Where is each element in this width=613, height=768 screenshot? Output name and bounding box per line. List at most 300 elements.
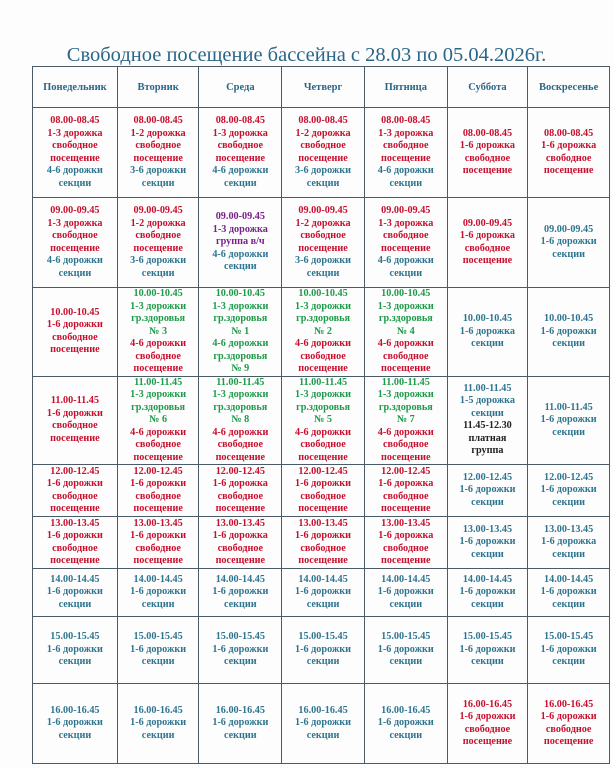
schedule-entry-line: секции bbox=[306, 656, 340, 668]
schedule-entry-line: 1-6 дорожки bbox=[295, 478, 352, 489]
schedule-entry-line: посещение bbox=[381, 152, 431, 164]
schedule-entry-line: секции bbox=[389, 267, 423, 279]
schedule-entry-line: свободное bbox=[135, 490, 181, 502]
schedule-entry-line: секции bbox=[141, 267, 175, 279]
schedule-entry-line: 1-6 дорожки bbox=[130, 478, 187, 489]
schedule-entry-line: свободное bbox=[135, 542, 181, 554]
schedule-entry-line: 08.00-08.45 bbox=[50, 115, 100, 126]
schedule-cell bbox=[364, 569, 447, 617]
schedule-entry-line: 3-6 дорожки bbox=[295, 255, 352, 266]
schedule-entry-line: свободное bbox=[52, 542, 98, 554]
schedule-entry-line: секции bbox=[306, 598, 340, 610]
schedule-entry-line: 11.00-11.45 bbox=[463, 382, 512, 394]
schedule-entry-line: свободное bbox=[52, 420, 98, 432]
schedule-entry-line: 4-6 дорожки bbox=[377, 255, 434, 266]
schedule-entry-line: свободное bbox=[383, 542, 429, 554]
schedule-entry-line: 1-6 дорожка bbox=[459, 325, 515, 337]
schedule-entry-line: свободное bbox=[300, 542, 346, 554]
schedule-entry-line: 15.00-15.45 bbox=[298, 631, 348, 643]
schedule-entry-line: 11.00-11.45 bbox=[216, 376, 265, 388]
schedule-entry-line: 4-6 дорожки bbox=[130, 338, 187, 349]
schedule-entry-line: 4-6 дорожки bbox=[46, 255, 103, 266]
schedule-cell bbox=[117, 684, 199, 764]
day-header: Понедельник bbox=[33, 67, 118, 108]
schedule-cell bbox=[447, 198, 528, 288]
schedule-entry-line: секции bbox=[58, 177, 92, 189]
schedule-entry-line: посещение bbox=[50, 152, 100, 164]
schedule-entry-line: секции bbox=[224, 261, 257, 273]
schedule-entry-line: 1-6 дорожка bbox=[459, 230, 515, 241]
schedule-entry-line: гр.здоровья bbox=[213, 401, 268, 413]
schedule-entry-line: № 7 bbox=[396, 414, 415, 425]
schedule-entry-line: посещение bbox=[133, 451, 183, 463]
schedule-entry-line: 1-6 дорожки bbox=[46, 717, 103, 729]
schedule-entry-line: 09.00-09.45 bbox=[50, 205, 100, 216]
schedule-entry-line: гр.здоровья bbox=[296, 313, 350, 324]
schedule-entry-line: 09.00-09.45 bbox=[133, 205, 183, 216]
schedule-entry-line: 1-3 дорожка bbox=[378, 127, 434, 139]
schedule-entry-line: № 8 bbox=[231, 414, 250, 425]
schedule-entry-line: 1-6 дорожки bbox=[540, 586, 597, 598]
schedule-entry-line: 12.00-12.45 bbox=[381, 465, 431, 477]
schedule-entry-line: 1-6 дорожки bbox=[540, 236, 597, 248]
schedule-entry-line: посещение bbox=[133, 555, 183, 566]
schedule-cell bbox=[364, 288, 447, 377]
schedule-cell bbox=[33, 465, 118, 517]
schedule-cell bbox=[199, 569, 282, 617]
schedule-entry-line: 13.00-13.45 bbox=[381, 517, 431, 529]
schedule-entry-line: свободное bbox=[545, 723, 592, 735]
schedule-entry-line: № 4 bbox=[396, 325, 415, 337]
schedule-entry-line: секции bbox=[306, 177, 340, 189]
schedule-cell bbox=[364, 465, 447, 517]
schedule-entry-line: секции bbox=[58, 656, 92, 668]
schedule-entry-line: 1-6 дорожка bbox=[212, 530, 268, 541]
schedule-entry-line: посещение bbox=[50, 344, 100, 356]
schedule-cell bbox=[117, 617, 199, 684]
schedule-entry-line: 11.00-11.45 bbox=[134, 376, 183, 388]
schedule-entry-line: свободное bbox=[300, 350, 346, 362]
schedule-entry-line: гр.здоровья bbox=[296, 401, 350, 413]
schedule-entry-line: секции bbox=[552, 656, 585, 668]
schedule-entry-line: 14.00-14.45 bbox=[298, 573, 348, 585]
schedule-cell bbox=[528, 198, 610, 288]
day-header: Среда bbox=[199, 67, 282, 108]
schedule-entry-line: секции bbox=[471, 407, 504, 419]
schedule-entry-line: 1-6 дорожки bbox=[540, 414, 597, 425]
schedule-entry-line: 13.00-13.45 bbox=[50, 517, 100, 529]
schedule-entry-line: гр.здоровья bbox=[378, 313, 433, 324]
schedule-entry-line: 3-6 дорожки bbox=[130, 255, 187, 266]
schedule-entry-line: 4-6 дорожки bbox=[377, 165, 434, 176]
schedule-entry-line: свободное bbox=[217, 439, 264, 450]
schedule-entry-line: 13.00-13.45 bbox=[462, 523, 513, 535]
schedule-entry-line: 08.00-08.45 bbox=[298, 115, 348, 126]
schedule-entry-line: 1-6 дорожки bbox=[540, 711, 597, 722]
schedule-entry-line: посещение bbox=[133, 503, 183, 514]
schedule-entry-line: 11.00-11.45 bbox=[298, 376, 348, 388]
schedule-entry-line: посещение bbox=[215, 152, 266, 164]
schedule-entry-line: посещение bbox=[298, 503, 348, 514]
schedule-entry-line: секции bbox=[552, 496, 585, 508]
schedule-entry-line: свободное bbox=[217, 490, 264, 502]
schedule-entry-line: 1-6 дорожки bbox=[46, 586, 103, 598]
schedule-entry-line: посещение bbox=[381, 555, 431, 566]
schedule-entry-line: секции bbox=[224, 729, 257, 741]
schedule-entry-line: 15.00-15.45 bbox=[462, 631, 513, 643]
schedule-cell bbox=[528, 617, 610, 684]
schedule-entry-line: 15.00-15.45 bbox=[133, 631, 183, 643]
schedule-entry-line: 09.00-09.45 bbox=[544, 223, 594, 235]
schedule-entry-line: 12.00-12.45 bbox=[133, 465, 183, 477]
schedule-cell bbox=[447, 288, 528, 377]
schedule-entry-line: 4-6 дорожки bbox=[212, 338, 269, 349]
schedule-cell bbox=[199, 684, 282, 764]
day-header: Воскресенье bbox=[528, 67, 610, 108]
schedule-entry-line: 14.00-14.45 bbox=[133, 573, 183, 585]
schedule-entry-line: 1-6 дорожки bbox=[46, 478, 103, 489]
schedule-entry-line: № 9 bbox=[231, 363, 250, 374]
schedule-cell bbox=[282, 288, 365, 377]
schedule-entry-line: 1-6 дорожки bbox=[540, 643, 597, 655]
schedule-entry-line: свободное bbox=[135, 230, 181, 241]
schedule-row bbox=[33, 517, 610, 569]
schedule-cell bbox=[447, 376, 528, 465]
schedule-entry-line: 14.00-14.45 bbox=[544, 573, 594, 585]
schedule-entry-line: 1-6 дорожка bbox=[459, 140, 515, 151]
schedule-entry-line: посещение bbox=[462, 165, 513, 176]
schedule-entry-line: секции bbox=[141, 729, 175, 741]
schedule-entry-line: 4-6 дорожки bbox=[212, 426, 269, 438]
schedule-entry-line: посещение bbox=[298, 363, 348, 374]
schedule-entry-line: 1-2 дорожка bbox=[295, 217, 351, 229]
schedule-cell bbox=[364, 684, 447, 764]
schedule-cell bbox=[33, 108, 118, 198]
schedule-entry-line: 4-6 дорожки bbox=[295, 338, 352, 349]
schedule-cell bbox=[447, 684, 528, 764]
schedule-entry-line: 1-6 дорожки bbox=[212, 717, 269, 729]
schedule-entry-line: 16.00-16.45 bbox=[215, 704, 265, 716]
schedule-cell bbox=[528, 517, 610, 569]
schedule-entry-line: 16.00-16.45 bbox=[462, 698, 513, 710]
schedule-entry-line: 1-3 дорожка bbox=[378, 217, 434, 229]
schedule-entry-line: 3-6 дорожки bbox=[295, 165, 352, 176]
schedule-cell bbox=[364, 517, 447, 569]
schedule-entry-line: 12.00-12.45 bbox=[544, 471, 594, 483]
schedule-cell bbox=[199, 517, 282, 569]
schedule-cell bbox=[282, 198, 365, 288]
schedule-entry-line: свободное bbox=[300, 140, 346, 151]
schedule-entry-line: группа в/ч bbox=[215, 236, 265, 248]
schedule-entry-line: секции bbox=[552, 248, 585, 260]
schedule-entry-line: 1-3 дорожки bbox=[295, 300, 352, 312]
schedule-cell bbox=[33, 617, 118, 684]
schedule-entry-line: 1-6 дорожки bbox=[130, 717, 187, 729]
schedule-entry-line: посещение bbox=[215, 503, 266, 514]
schedule-entry-line: секции bbox=[58, 598, 92, 610]
schedule-entry-line: 12.00-12.45 bbox=[50, 465, 100, 477]
schedule-entry-line: секции bbox=[389, 177, 423, 189]
schedule-entry-line: 16.00-16.45 bbox=[50, 704, 100, 716]
schedule-entry-line: 1-6 дорожки bbox=[459, 536, 516, 548]
schedule-entry-line: 1-6 дорожка bbox=[378, 478, 434, 489]
schedule-body bbox=[33, 108, 610, 764]
schedule-entry-line: 1-6 дорожки bbox=[459, 643, 516, 655]
schedule-cell bbox=[199, 617, 282, 684]
schedule-row bbox=[33, 684, 610, 764]
schedule-entry-line: посещение bbox=[381, 242, 431, 254]
schedule-entry-line: секции bbox=[306, 267, 340, 279]
schedule-entry-line: 1-6 дорожки bbox=[295, 717, 352, 729]
schedule-entry-line: 16.00-16.45 bbox=[298, 704, 348, 716]
schedule-entry-line: посещение bbox=[215, 555, 266, 566]
schedule-entry-line: гр.здоровья bbox=[213, 313, 268, 324]
schedule-entry-line: свободное bbox=[300, 439, 346, 450]
schedule-entry-line: 1-6 дорожки bbox=[295, 530, 352, 541]
schedule-entry-line: свободное bbox=[135, 439, 181, 450]
schedule-entry-line: 13.00-13.45 bbox=[215, 517, 265, 529]
schedule-entry-line: секции bbox=[471, 548, 504, 560]
schedule-entry-line: 4-6 дорожки bbox=[212, 248, 269, 260]
schedule-entry-line: секции bbox=[471, 656, 504, 668]
schedule-entry-line: 1-3 дорожка bbox=[212, 127, 268, 139]
schedule-cell bbox=[282, 108, 365, 198]
schedule-cell bbox=[117, 108, 199, 198]
schedule-entry-line: 08.00-08.45 bbox=[381, 115, 431, 126]
schedule-entry-line: секции bbox=[552, 598, 585, 610]
schedule-entry-line: свободное bbox=[464, 723, 511, 735]
schedule-entry-line: гр.здоровья bbox=[131, 401, 186, 413]
schedule-entry-line: 4-6 дорожки bbox=[377, 338, 434, 349]
schedule-entry-line: посещение bbox=[298, 555, 348, 566]
schedule-entry-line: свободное bbox=[464, 242, 511, 254]
schedule-entry-line: 10.00-10.45 bbox=[133, 288, 183, 299]
schedule-entry-line: свободное bbox=[383, 490, 429, 502]
schedule-row bbox=[33, 108, 610, 198]
day-header: Суббота bbox=[447, 67, 528, 108]
schedule-entry-line: 10.00-10.45 bbox=[462, 313, 513, 324]
schedule-row bbox=[33, 288, 610, 377]
schedule-entry-line: секции bbox=[141, 598, 175, 610]
schedule-entry-line: секции bbox=[224, 656, 257, 668]
schedule-entry-line: 11.45-12.30 bbox=[463, 420, 512, 432]
schedule-entry-line: 1-2 дорожка bbox=[295, 127, 351, 139]
schedule-cell bbox=[528, 684, 610, 764]
schedule-entry-line: гр.здоровья bbox=[131, 313, 186, 324]
schedule-entry-line: секции bbox=[389, 729, 423, 741]
schedule-cell bbox=[33, 569, 118, 617]
schedule-entry-line: свободное bbox=[464, 152, 511, 164]
schedule-entry-line: 1-3 дорожки bbox=[130, 300, 187, 312]
schedule-entry-line: посещение bbox=[381, 503, 431, 514]
schedule-entry-line: 1-5 дорожка bbox=[459, 395, 515, 407]
schedule-entry-line: 09.00-09.45 bbox=[381, 205, 431, 216]
schedule-entry-line: свободное bbox=[52, 140, 98, 151]
schedule-entry-line: 1-6 дорожки bbox=[295, 643, 352, 655]
schedule-entry-line: свободное bbox=[135, 350, 181, 362]
schedule-entry-line: № 1 bbox=[231, 325, 250, 337]
schedule-entry-line: 4-6 дорожки bbox=[377, 426, 434, 438]
schedule-entry-line: гр.здоровья bbox=[213, 350, 268, 362]
schedule-entry-line: свободное bbox=[383, 350, 429, 362]
schedule-entry-line: 11.00-11.45 bbox=[544, 401, 593, 413]
schedule-cell bbox=[33, 684, 118, 764]
schedule-entry-line: свободное bbox=[217, 140, 264, 151]
schedule-cell bbox=[199, 198, 282, 288]
schedule-entry-line: 1-3 дорожка bbox=[47, 217, 103, 229]
schedule-entry-line: 1-6 дорожки bbox=[212, 643, 269, 655]
schedule-entry-line: гр.здоровья bbox=[378, 401, 433, 413]
schedule-entry-line: посещение bbox=[133, 152, 183, 164]
schedule-entry-line: 1-6 дорожка bbox=[212, 478, 268, 489]
schedule-entry-line: посещение bbox=[133, 363, 183, 374]
schedule-cell bbox=[364, 376, 447, 465]
schedule-entry-line: 1-6 дорожки bbox=[459, 586, 516, 598]
schedule-entry-line: свободное bbox=[300, 490, 346, 502]
schedule-entry-line: 4-6 дорожки bbox=[295, 426, 352, 438]
schedule-cell bbox=[364, 108, 447, 198]
schedule-entry-line: 15.00-15.45 bbox=[215, 631, 265, 643]
schedule-cell bbox=[282, 376, 365, 465]
schedule-entry-line: 14.00-14.45 bbox=[50, 573, 100, 585]
schedule-cell bbox=[447, 108, 528, 198]
schedule-entry-line: 09.00-09.45 bbox=[215, 211, 265, 223]
schedule-cell bbox=[528, 465, 610, 517]
schedule-cell bbox=[282, 684, 365, 764]
schedule-entry-line: 1-6 дорожки bbox=[46, 407, 103, 419]
schedule-entry-line: 1-3 дорожки bbox=[130, 389, 187, 400]
schedule-entry-line: 16.00-16.45 bbox=[133, 704, 183, 716]
schedule-cell bbox=[117, 465, 199, 517]
schedule-entry-line: 11.00-11.45 bbox=[381, 376, 430, 388]
schedule-entry-line: 1-6 дорожка bbox=[541, 140, 597, 151]
schedule-cell bbox=[117, 288, 199, 377]
schedule-entry-line: 12.00-12.45 bbox=[462, 471, 513, 483]
schedule-entry-line: группа bbox=[471, 445, 504, 457]
schedule-cell bbox=[447, 569, 528, 617]
schedule-entry-line: секции bbox=[58, 729, 92, 741]
schedule-entry-line: 12.00-12.45 bbox=[215, 465, 265, 477]
schedule-entry-line: 09.00-09.45 bbox=[298, 205, 348, 216]
schedule-entry-line: посещение bbox=[50, 242, 100, 254]
schedule-cell bbox=[528, 376, 610, 465]
schedule-entry-line: секции bbox=[224, 598, 257, 610]
schedule-entry-line: 4-6 дорожки bbox=[46, 165, 103, 176]
schedule-entry-line: секции bbox=[471, 598, 504, 610]
schedule-entry-line: 10.00-10.45 bbox=[544, 313, 594, 324]
schedule-entry-line: 1-3 дорожки bbox=[212, 300, 269, 312]
schedule-entry-line: 3-6 дорожки bbox=[130, 165, 187, 176]
schedule-entry-line: 1-6 дорожки bbox=[46, 643, 103, 655]
schedule-entry-line: свободное bbox=[52, 230, 98, 241]
schedule-entry-line: 08.00-08.45 bbox=[462, 127, 513, 139]
schedule-entry-line: 15.00-15.45 bbox=[50, 631, 100, 643]
schedule-entry-line: 16.00-16.45 bbox=[381, 704, 431, 716]
schedule-entry-line: посещение bbox=[50, 555, 100, 566]
schedule-entry-line: платная bbox=[468, 432, 507, 444]
schedule-entry-line: 10.00-10.45 bbox=[215, 288, 265, 299]
schedule-entry-line: посещение bbox=[50, 432, 100, 444]
day-header: Пятница bbox=[364, 67, 447, 108]
schedule-entry-line: свободное bbox=[135, 140, 181, 151]
header-row bbox=[33, 67, 610, 108]
schedule-entry-line: 1-6 дорожки bbox=[130, 586, 187, 598]
schedule-row bbox=[33, 569, 610, 617]
schedule-entry-line: посещение bbox=[462, 736, 513, 747]
schedule-entry-line: 1-6 дорожки bbox=[459, 711, 516, 722]
schedule-entry-line: 08.00-08.45 bbox=[133, 115, 183, 126]
day-header: Вторник bbox=[117, 67, 199, 108]
schedule-cell bbox=[447, 517, 528, 569]
schedule-cell bbox=[199, 288, 282, 377]
schedule-entry-line: посещение bbox=[298, 242, 348, 254]
schedule-cell bbox=[199, 465, 282, 517]
schedule-entry-line: 1-6 дорожки bbox=[540, 484, 597, 496]
schedule-cell bbox=[528, 108, 610, 198]
schedule-entry-line: 4-6 дорожки bbox=[130, 426, 187, 438]
schedule-entry-line: посещение bbox=[215, 451, 266, 463]
schedule-entry-line: свободное bbox=[383, 230, 429, 241]
schedule-entry-line: посещение bbox=[381, 363, 431, 374]
schedule-entry-line: 1-6 дорожки bbox=[212, 586, 269, 598]
schedule-entry-line: № 3 bbox=[149, 325, 168, 337]
schedule-cell bbox=[447, 465, 528, 517]
schedule-entry-line: посещение bbox=[298, 152, 348, 164]
schedule-cell bbox=[282, 569, 365, 617]
schedule-cell bbox=[282, 517, 365, 569]
schedule-entry-line: 1-6 дорожки bbox=[459, 484, 516, 496]
schedule-entry-line: секции bbox=[141, 656, 175, 668]
schedule-entry-line: 1-6 дорожки bbox=[540, 325, 597, 337]
schedule-entry-line: 10.00-10.45 bbox=[381, 288, 431, 299]
day-header: Четверг bbox=[282, 67, 365, 108]
schedule-entry-line: секции bbox=[552, 548, 585, 560]
schedule-entry-line: 15.00-15.45 bbox=[381, 631, 431, 643]
schedule-entry-line: 13.00-13.45 bbox=[133, 517, 183, 529]
schedule-cell bbox=[364, 198, 447, 288]
schedule-entry-line: посещение bbox=[381, 451, 431, 463]
schedule-entry-line: свободное bbox=[545, 152, 592, 164]
schedule-entry-line: 1-3 дорожки bbox=[377, 300, 434, 312]
schedule-entry-line: № 6 bbox=[149, 414, 168, 425]
schedule-table bbox=[32, 66, 610, 764]
schedule-entry-line: секции bbox=[389, 598, 423, 610]
schedule-entry-line: секции bbox=[552, 338, 585, 349]
schedule-entry-line: посещение bbox=[543, 736, 594, 747]
schedule-entry-line: 11.00-11.45 bbox=[50, 395, 99, 407]
schedule-cell bbox=[199, 108, 282, 198]
schedule-entry-line: посещение bbox=[298, 451, 348, 463]
schedule-entry-line: 1-3 дорожка bbox=[212, 223, 268, 235]
schedule-entry-line: 1-2 дорожка bbox=[130, 127, 186, 139]
schedule-entry-line: свободное bbox=[217, 542, 264, 554]
schedule-entry-line: 08.00-08.45 bbox=[215, 115, 265, 126]
schedule-entry-line: № 2 bbox=[314, 325, 332, 337]
schedule-row bbox=[33, 617, 610, 684]
schedule-cell bbox=[117, 569, 199, 617]
schedule-cell bbox=[117, 198, 199, 288]
schedule-entry-line: 1-6 дорожки bbox=[46, 530, 103, 541]
schedule-entry-line: 10.00-10.45 bbox=[298, 288, 348, 299]
schedule-cell bbox=[117, 517, 199, 569]
schedule-entry-line: 1-3 дорожка bbox=[47, 127, 103, 139]
schedule-entry-line: 13.00-13.45 bbox=[544, 523, 594, 535]
schedule-entry-line: посещение bbox=[543, 165, 594, 176]
schedule-entry-line: 15.00-15.45 bbox=[544, 631, 594, 643]
schedule-entry-line: 1-3 дорожки bbox=[377, 389, 434, 400]
schedule-cell bbox=[33, 198, 118, 288]
schedule-row bbox=[33, 465, 610, 517]
